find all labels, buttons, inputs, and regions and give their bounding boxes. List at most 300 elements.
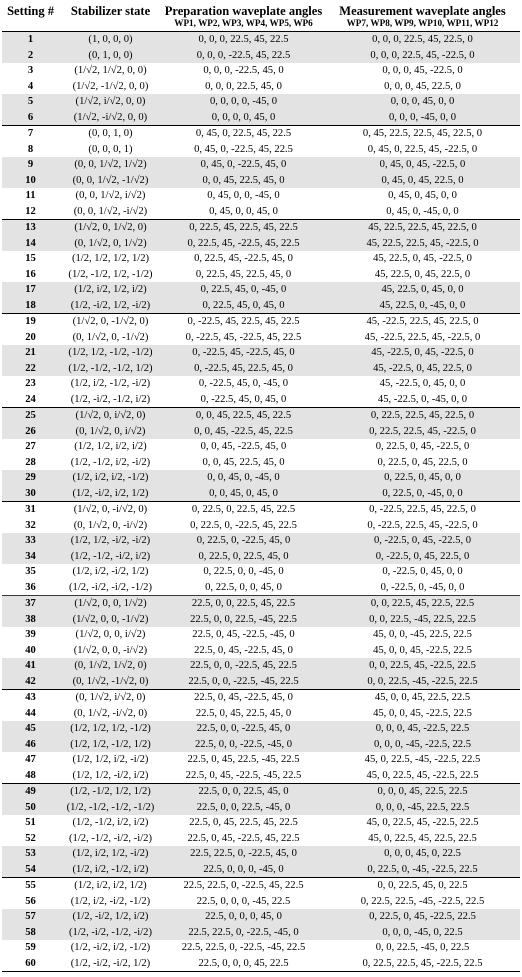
measurement-angles-cell: 0, 0, 22.5, -45, 0, 22.5 [375,942,470,953]
measurement-angles-cell: 45, 22.5, 0, 45, -22.5, 0 [373,253,472,264]
setting-number-cell: 34 [2,549,59,565]
setting-number-cell: 15 [25,253,36,264]
preparation-angles-cell: 22.5, 0, 45, -22.5, 45, 0 [194,644,293,656]
setting-number-cell: 43 [2,690,59,706]
table-row [2,408,520,424]
measurement-angles-cell: 0, 0, 0, -45, 22.5, 22.5 [325,800,520,816]
setting-number-cell: 14 [2,236,59,252]
stabilizer-state-cell: (1/√2, -1/√2, 0, 0) [72,80,149,92]
measurement-angles-cell: 0, 0, 22.5, -45, -22.5, 22.5 [325,674,520,690]
stabilizer-state-cell: (1/2, -i/2, -i/2, 1/2) [59,956,162,972]
setting-number-cell: 48 [25,769,36,781]
preparation-angles-cell: 0, 0, 0, -22.5, 45, 22.5 [162,48,325,64]
table-row [2,862,520,878]
preparation-angles-cell: 22.5, 0, 0, 0, 45, 22.5 [162,956,325,972]
stabilizer-state-cell: (0, 0, 0, 1) [88,143,133,155]
setting-number-cell: 6 [2,110,59,126]
preparation-angles-cell: 0, 0, 0, 0, -45, 0 [162,94,325,110]
setting-number-cell: 26 [2,424,59,440]
preparation-angles-cell: 0, 0, 45, 22.5, 45, 22.5 [162,408,325,424]
stabilizer-state-cell: (1/2, -i/2, 1/2, -i/2) [59,298,162,314]
table-row [2,282,520,298]
table-row [2,533,520,549]
stabilizer-state-cell: (0, 1/√2, 1/√2, 0) [59,658,162,674]
preparation-angles-cell: 22.5, 0, 0, 22.5, -45, 22.5 [162,612,325,628]
stabilizer-state-cell: (0, 0, 1/√2, 1/√2) [59,157,162,173]
table-row [2,392,520,408]
setting-number-cell: 5 [2,94,59,110]
setting-number-cell: 21 [2,345,59,361]
table-row [2,376,520,392]
measurement-angles-cell: 0, -22.5, 0, 45, 0, 0 [382,566,463,577]
stabilizer-state-cell: (1/2, -1/2, -1/2, 1/2) [59,361,162,377]
setting-number-cell: 41 [2,658,59,674]
setting-number-cell: 7 [2,126,59,142]
stabilizer-state-cell: (1/2, -i/2, 1/2, i/2) [59,909,162,925]
header-measurement-angles: Measurement waveplate angles [339,4,506,18]
measurement-angles-cell: 0, 22.5, 0, 45, -22.5, 0 [375,441,470,452]
preparation-angles-cell: 22.5, 0, 0, -22.5, 45, 0 [162,721,325,737]
setting-number-cell: 8 [27,143,34,155]
table-row [2,330,520,346]
stabilizer-state-cell: (1/2, -i/2, -1/2, -i/2) [59,925,162,941]
stabilizer-state-cell: (1/2, i/2, 1/2, -i/2) [59,846,162,862]
preparation-angles-cell: 0, -22.5, 45, -22.5, 45, 0 [162,345,325,361]
stabilizer-state-cell: (0, 1/√2, -1/√2, 0) [59,674,162,690]
preparation-angles-cell: 0, 22.5, 45, -22.5, 45, 22.5 [162,236,325,252]
measurement-angles-cell: 0, 0, 0, -45, 0, 22.5 [325,925,520,941]
measurement-angles-cell: 45, 22.5, 0, 45, 0, 0 [325,282,520,298]
preparation-angles-cell: 22.5, 0, 45, -22.5, 45, 22.5 [187,832,300,844]
setting-number-cell: 28 [25,456,36,468]
measurement-angles-cell: 0, 22.5, 22.5, 45, 22.5, 0 [325,408,520,424]
preparation-angles-cell: 0, 45, 0, 0, -45, 0 [207,190,280,201]
preparation-angles-cell: 0, 0, 45, 0, 45, 0 [162,486,325,502]
table-row [2,204,520,220]
setting-number-cell: 18 [2,298,59,314]
setting-number-cell: 55 [2,878,59,894]
table-row [2,768,520,784]
stabilizer-state-cell: (0, 1/√2, -i/√2, 0) [73,707,148,719]
stabilizer-state-cell: (1/2, i/2, -1/2, i/2) [59,862,162,878]
table-row [2,909,520,925]
measurement-angles-cell: 0, -22.5, 0, 45, -22.5, 0 [325,533,520,549]
stabilizer-state-cell: (1/2, -1/2, -i/2, i/2) [59,549,162,565]
preparation-angles-cell: 0, 45, 0, -22.5, 45, 22.5 [194,143,293,155]
measurement-angles-cell: 0, 45, 0, 45, 0, 0 [388,190,457,201]
measurement-angles-cell: 45, 22.5, 0, 45, 22.5, 0 [374,268,471,280]
stabilizer-state-cell: (1, 0, 0, 0) [59,32,162,48]
table-row [2,79,520,95]
stabilizer-state-cell: (1/2, -1/2, i/2, i/2) [72,817,149,828]
setting-number-cell: 29 [2,470,59,486]
table-row [2,424,520,440]
setting-number-cell: 45 [2,721,59,737]
table-row [2,188,520,204]
measurement-angles-cell: 45, 0, 0, 45, 22.5, 22.5 [325,690,520,706]
stabilizer-state-cell: (1/2, -1/2, i/2, -i/2) [70,456,151,468]
table-row [2,314,520,330]
setting-number-cell: 42 [2,674,59,690]
measurement-angles-cell: 45, 22.5, 22.5, 45, -22.5, 0 [325,236,520,252]
table-row [2,846,520,862]
setting-number-cell: 54 [2,862,59,878]
stabilizer-state-cell: (1/2, -i/2, i/2, 1/2) [59,486,162,502]
measurement-angles-cell: 45, 22.5, 22.5, 45, 22.5, 0 [325,220,520,236]
preparation-angles-cell: 22.5, 22.5, 0, -22.5, 45, 0 [162,846,325,862]
preparation-angles-cell: 22.5, 0, 0, 22.5, -45, 0 [162,800,325,816]
preparation-angles-cell: 0, 22.5, 0, 22.5, 45, 22.5 [162,502,325,518]
preparation-angles-cell: 22.5, 0, 45, -22.5, 45, 0 [162,690,325,706]
table-row [2,690,520,706]
preparation-angles-cell: 0, 45, 0, 22.5, 45, 22.5 [162,126,325,142]
setting-number-cell: 12 [25,205,36,217]
measurement-angles-cell: 45, 0, 0, 45, -22.5, 22.5 [373,707,472,719]
preparation-angles-cell: 0, 0, 45, 22.5, 45, 0 [162,173,325,189]
stabilizer-state-cell: (1/2, 1/2, i/2, -i/2) [72,754,149,765]
stabilizer-state-cell: (1/2, i/2, -i/2, -1/2) [70,895,151,907]
measurement-angles-cell: 0, -22.5, 22.5, 45, -22.5, 0 [367,519,478,531]
preparation-angles-cell: 22.5, 22.5, 0, -22.5, 45, 22.5 [162,878,325,894]
table-row [2,596,520,612]
preparation-angles-cell: 0, 22.5, 0, 22.5, 45, 0 [162,549,325,565]
measurement-angles-cell: 0, -22.5, 0, 45, 22.5, 0 [325,549,520,565]
table-row [2,251,520,267]
table-row [2,658,520,674]
preparation-angles-cell: 22.5, 22.5, 0, -22.5, -45, 22.5 [181,942,306,953]
setting-number-cell: 50 [2,800,59,816]
preparation-angles-cell: 22.5, 0, 45, 22.5, 45, 0 [195,707,292,719]
preparation-angles-cell: 0, 22.5, 45, -22.5, 45, 0 [194,253,293,264]
measurement-angles-cell: 45, -22.5, 0, -45, 0, 0 [377,393,468,405]
preparation-angles-cell: 0, 22.5, 0, -22.5, 45, 0 [162,533,325,549]
setting-number-cell: 9 [2,157,59,173]
measurement-angles-cell: 0, 0, 0, -45, 0, 0 [325,110,520,126]
table-row [2,752,520,768]
measurement-angles-cell: 0, 45, 0, 22.5, 45, -22.5, 0 [367,143,478,155]
stabilizer-state-cell: (0, 0, 1/√2, i/√2) [75,190,146,201]
setting-number-cell: 1 [2,32,59,48]
table-row [2,94,520,110]
preparation-angles-cell: 0, -22.5, 45, 22.5, 45, 0 [162,361,325,377]
measurement-angles-cell: 0, 22.5, 22.5, 45, -22.5, 0 [325,424,520,440]
setting-number-cell: 23 [25,378,36,389]
table-row [2,220,520,236]
measurement-angles-cell: 0, 0, 0, 45, -22.5, 22.5 [325,721,520,737]
header-setting: Setting # [7,4,54,18]
measurement-angles-cell: 0, 0, 0, 45, 22.5, 22.5 [325,784,520,800]
preparation-angles-cell: 0, -22.5, 45, 22.5, 45, 22.5 [162,314,325,330]
setting-number-cell: 25 [2,408,59,424]
setting-number-cell: 30 [2,486,59,502]
measurement-angles-cell: 45, 0, 22.5, 45, -22.5, 22.5 [366,769,479,781]
setting-number-cell: 19 [2,314,59,330]
measurement-angles-cell: 0, 45, 22.5, 22.5, 45, 22.5, 0 [325,126,520,142]
setting-number-cell: 27 [25,441,36,452]
table-row [2,486,520,502]
measurement-angles-cell: 0, 0, 22.5, 45, 22.5, 22.5 [325,596,520,612]
stabilizer-state-cell: (0, 1, 0, 0) [59,48,162,64]
header-stabilizer-state: Stabilizer state [70,4,151,18]
preparation-angles-cell: 22.5, 0, 0, -22.5, 45, 22.5 [162,658,325,674]
preparation-angles-cell: 22.5, 0, 0, -22.5, -45, 0 [162,737,325,753]
setting-number-cell: 38 [2,612,59,628]
stabilizer-state-cell: (1/2, -1/2, -i/2, -i/2) [69,832,152,844]
stabilizer-state-cell: (1/2, 1/2, 1/2, -1/2) [59,721,162,737]
stabilizer-state-cell: (0, 1/√2, 0, 1/√2) [59,236,162,252]
stabilizer-state-cell: (1/2, i/2, i/2, -1/2) [59,470,162,486]
setting-number-cell: 36 [25,581,36,593]
table-row [2,643,520,659]
table-row [2,627,520,643]
setting-number-cell: 2 [2,48,59,64]
preparation-angles-cell: 22.5, 0, 45, -22.5, -45, 0 [192,629,295,640]
measurement-angles-cell: 0, 22.5, 0, 45, -22.5, 22.5 [325,909,520,925]
header-preparation-waveplates: WP1, WP2, WP3, WP4, WP5, WP6 [174,18,313,28]
setting-number-cell: 51 [25,817,36,828]
measurement-angles-cell: 0, 0, 0, 22.5, 45, -22.5, 0 [325,48,520,64]
stabilizer-state-cell: (1/√2, 0, 0, -i/√2) [73,644,148,656]
table-row [2,518,520,534]
preparation-angles-cell: 22.5, 0, 0, 0, -45, 0 [162,862,325,878]
setting-number-cell: 44 [25,707,36,719]
table-row [2,63,520,79]
stabilizer-state-cell: (1/√2, 0, i/√2, 0) [59,408,162,424]
table-row [2,940,520,956]
table-row [2,721,520,737]
measurement-angles-cell: 45, 0, 22.5, -45, -22.5, 22.5 [364,754,481,765]
stabilizer-state-cell: (1/2, -i/2, -1/2, i/2) [70,393,151,405]
table-row [2,126,520,142]
stabilizer-state-cell: (1/2, i/2, i/2, 1/2) [59,878,162,894]
table-row [2,784,520,800]
setting-number-cell: 58 [2,925,59,941]
measurement-angles-cell: 0, -22.5, 0, -45, 0, 0 [380,581,465,593]
preparation-angles-cell: 0, 0, 45, 0, -45, 0 [162,470,325,486]
setting-number-cell: 13 [2,220,59,236]
setting-number-cell: 32 [25,519,36,531]
preparation-angles-cell: 0, 0, 45, -22.5, 45, 0 [200,441,287,452]
stabilizer-state-cell: (1/2, 1/2, i/2, i/2) [74,441,147,452]
measurement-angles-cell: 45, -22.5, 0, 45, 0, 0 [379,378,466,389]
measurement-angles-cell: 45, 0, 0, -45, 22.5, 22.5 [373,629,472,640]
table-row [2,455,520,471]
setting-number-cell: 53 [2,846,59,862]
table-row [2,32,520,48]
table-row [2,674,520,690]
stabilizer-state-cell: (1/2, i/2, 1/2, i/2) [59,282,162,298]
measurement-angles-cell: 0, 22.5, 22.5, 45, -22.5, 22.5 [325,956,520,972]
table-row [2,925,520,941]
preparation-angles-cell: 0, 0, 0, -22.5, 45, 0 [203,65,284,76]
stabilizer-state-cell: (0, 0, 1, 0) [59,126,162,142]
setting-number-cell: 31 [2,502,59,518]
table-row [2,267,520,283]
measurement-angles-cell: 45, -22.5, 22.5, 45, 22.5, 0 [325,314,520,330]
preparation-angles-cell: 22.5, 0, 0, -22.5, -45, 22.5 [162,674,325,690]
preparation-angles-cell: 0, -22.5, 45, 0, -45, 0 [198,378,289,389]
preparation-angles-cell: 0, 0, 0, 22.5, 45, 22.5 [162,32,325,48]
preparation-angles-cell: 22.5, 0, 45, -22.5, -45, 22.5 [185,769,302,781]
header-preparation-angles: Preparation waveplate angles [164,4,323,18]
stabilizer-state-cell: (1/√2, 0, 1/√2, 0) [59,220,162,236]
table-row [2,142,520,158]
preparation-angles-cell: 0, 22.5, 45, 0, 45, 0 [162,298,325,314]
stabilizer-state-cell: (1/√2, -i/√2, 0, 0) [59,110,162,126]
measurement-angles-cell: 0, 22.5, 22.5, -45, -22.5, 22.5 [360,895,485,907]
stabilizer-state-cell: (0, 0, 1/√2, -i/√2) [73,205,148,217]
measurement-angles-cell: 45, 0, 22.5, 45, -22.5, 22.5 [366,817,479,828]
table-row [2,878,520,894]
setting-number-cell: 20 [25,331,36,343]
measurement-angles-cell: 0, 0, 22.5, -45, 22.5, 22.5 [325,612,520,628]
stabilizer-state-cell: (0, 1/√2, 0, -1/√2) [72,331,149,343]
table-body [2,32,520,972]
measurement-angles-cell: 45, -22.5, 0, 45, -22.5, 0 [325,345,520,361]
table-row [2,580,520,596]
preparation-angles-cell: 0, 0, 45, 22.5, 45, 0 [202,456,285,468]
preparation-angles-cell: 0, -22.5, 45, 0, 45, 0 [200,393,287,405]
setting-number-cell: 52 [25,832,36,844]
table-row [2,439,520,455]
measurement-angles-cell: 0, 0, 0, 22.5, 45, 22.5, 0 [325,32,520,48]
table-row [2,800,520,816]
stabilizer-state-cell: (1/2, -i/2, -i/2, -1/2) [69,581,152,593]
table-row [2,173,520,189]
preparation-angles-cell: 22.5, 0, 45, 22.5, -45, 22.5 [187,754,300,765]
stabilizer-state-cell: (0, 0, 1/√2, -1/√2) [59,173,162,189]
stabilizer-state-cell: (1/√2, 0, -i/√2, 0) [59,502,162,518]
stabilizer-state-cell: (1/√2, i/√2, 0, 0) [59,94,162,110]
measurement-angles-cell: 0, 0, 0, -45, -22.5, 22.5 [325,737,520,753]
stabilizer-state-cell: (0, 1/√2, i/√2, 0) [59,690,162,706]
preparation-angles-cell: 0, 22.5, 0, -22.5, 45, 22.5 [190,519,297,531]
stabilizer-state-cell: (1/√2, 0, 0, -1/√2) [59,612,162,628]
setting-number-cell: 37 [2,596,59,612]
measurement-angles-cell: 45, 0, 0, 45, -22.5, 22.5 [373,644,472,656]
measurement-angles-cell: 0, 22.5, 0, 45, 0, 0 [325,470,520,486]
table-row [2,549,520,565]
stabilizer-state-cell: (1/2, 1/2, -1/2, 1/2) [59,737,162,753]
stabilizer-state-cell: (1/2, 1/2, 1/2, 1/2) [71,253,150,264]
measurement-angles-cell: 0, 22.5, 0, -45, -22.5, 22.5 [325,862,520,878]
stabilizer-state-cell: (1/√2, 0, 0, 1/√2) [59,596,162,612]
table-row [2,815,520,831]
table-row [2,361,520,377]
measurement-angles-cell: 0, 0, 22.5, 45, 0, 22.5 [325,878,520,894]
preparation-angles-cell: 0, 22.5, 0, 0, 45, 0 [205,581,282,593]
setting-number-cell: 17 [2,282,59,298]
measurement-angles-cell: 0, 45, 0, 45, -22.5, 0 [325,157,520,173]
stabilizer-state-cell: (1/2, 1/2, -i/2, -i/2) [59,533,162,549]
preparation-angles-cell: 22.5, 0, 45, 22.5, 45, 22.5 [189,817,298,828]
setting-number-cell: 22 [2,361,59,377]
preparation-angles-cell: 0, 22.5, 45, 0, -45, 0 [162,282,325,298]
stabilizer-state-cell: (1/2, -1/2, 1/2, 1/2) [59,784,162,800]
table-row [2,236,520,252]
setting-number-cell: 59 [25,942,36,953]
measurement-angles-cell: 45, -22.5, 0, 45, 22.5, 0 [325,361,520,377]
preparation-angles-cell: 0, 0, 0, 0, 45, 0 [162,110,325,126]
table-row [2,612,520,628]
setting-number-cell: 60 [2,956,59,972]
measurement-angles-cell: 0, 0, 22.5, 45, -22.5, 22.5 [325,658,520,674]
measurement-angles-cell: 45, 0, 22.5, 45, 22.5, 22.5 [368,832,477,844]
table-row [2,564,520,580]
measurement-angles-cell: 0, 0, 0, 45, 0, 22.5 [325,846,520,862]
table-header [2,0,520,32]
measurement-angles-cell: 45, 22.5, 0, -45, 0, 0 [325,298,520,314]
setting-number-cell: 24 [25,393,36,405]
stabilizer-state-cell: (1/2, -1/2, 1/2, -1/2) [68,268,153,280]
setting-number-cell: 57 [2,909,59,925]
setting-number-cell: 35 [25,566,36,577]
stabilizer-state-cell: (1/2, -i/2, i/2, -1/2) [70,942,151,953]
table-row [2,345,520,361]
setting-number-cell: 56 [25,895,36,907]
waveplate-settings-table [2,0,520,972]
setting-number-cell: 16 [25,268,36,280]
preparation-angles-cell: 0, 0, 0, 22.5, 45, 0 [205,80,282,92]
stabilizer-state-cell: (1/2, 1/2, -1/2, -1/2) [59,345,162,361]
measurement-angles-cell: 0, -22.5, 22.5, 45, 22.5, 0 [325,502,520,518]
measurement-angles-cell: 0, 0, 0, 45, 0, 0 [325,94,520,110]
stabilizer-state-cell: (1/√2, 0, -1/√2, 0) [59,314,162,330]
measurement-angles-cell: 0, 45, 0, -45, 0, 0 [386,205,459,217]
stabilizer-state-cell: (1/2, i/2, -i/2, 1/2) [72,566,149,577]
setting-number-cell: 46 [2,737,59,753]
table-row [2,157,520,173]
table-row [2,298,520,314]
preparation-angles-cell: 0, 22.5, 0, 0, -45, 0 [203,566,284,577]
preparation-angles-cell: 22.5, 22.5, 0, -22.5, -45, 0 [162,925,325,941]
measurement-angles-cell: 0, 0, 0, 45, -22.5, 0 [382,65,463,76]
stabilizer-state-cell: (1/√2, 0, 0, i/√2) [75,629,146,640]
setting-number-cell: 39 [25,629,36,640]
setting-number-cell: 49 [2,784,59,800]
table-row [2,110,520,126]
measurement-angles-cell: 0, 45, 0, 45, 22.5, 0 [325,173,520,189]
table-row [2,48,520,64]
preparation-angles-cell: 0, 0, 45, -22.5, 45, 22.5 [162,424,325,440]
stabilizer-state-cell: (0, 1/√2, 0, -i/√2) [73,519,148,531]
table-row [2,502,520,518]
stabilizer-state-cell: (1/2, 1/2, -i/2, i/2) [72,769,149,781]
table-row [2,470,520,486]
table-row [2,706,520,722]
preparation-angles-cell: 0, 22.5, 45, 22.5, 45, 0 [195,268,292,280]
measurement-angles-cell: 0, 22.5, 0, 45, 22.5, 0 [377,456,468,468]
table-row [2,956,520,972]
preparation-angles-cell: 0, 22.5, 45, 22.5, 45, 22.5 [162,220,325,236]
stabilizer-state-cell: (1/√2, 1/√2, 0, 0) [74,65,147,76]
stabilizer-state-cell: (1/2, i/2, -1/2, -i/2) [70,378,151,389]
measurement-angles-cell: 0, 0, 0, 45, 22.5, 0 [384,80,461,92]
preparation-angles-cell: 0, -22.5, 45, -22.5, 45, 22.5 [185,331,302,343]
setting-number-cell: 4 [27,80,34,92]
preparation-angles-cell: 22.5, 0, 0, 22.5, 45, 0 [162,784,325,800]
table-row [2,831,520,847]
preparation-angles-cell: 22.5, 0, 0, 22.5, 45, 22.5 [162,596,325,612]
setting-number-cell: 3 [27,65,34,76]
measurement-angles-cell: 0, 22.5, 0, -45, 0, 0 [325,486,520,502]
preparation-angles-cell: 0, 45, 0, 0, 45, 0 [209,205,278,217]
setting-number-cell: 40 [25,644,36,656]
stabilizer-state-cell: (0, 1/√2, 0, i/√2) [59,424,162,440]
measurement-angles-cell: 45, -22.5, 22.5, 45, -22.5, 0 [364,331,481,343]
table-row [2,894,520,910]
stabilizer-state-cell: (1/2, -1/2, -1/2, -1/2) [59,800,162,816]
